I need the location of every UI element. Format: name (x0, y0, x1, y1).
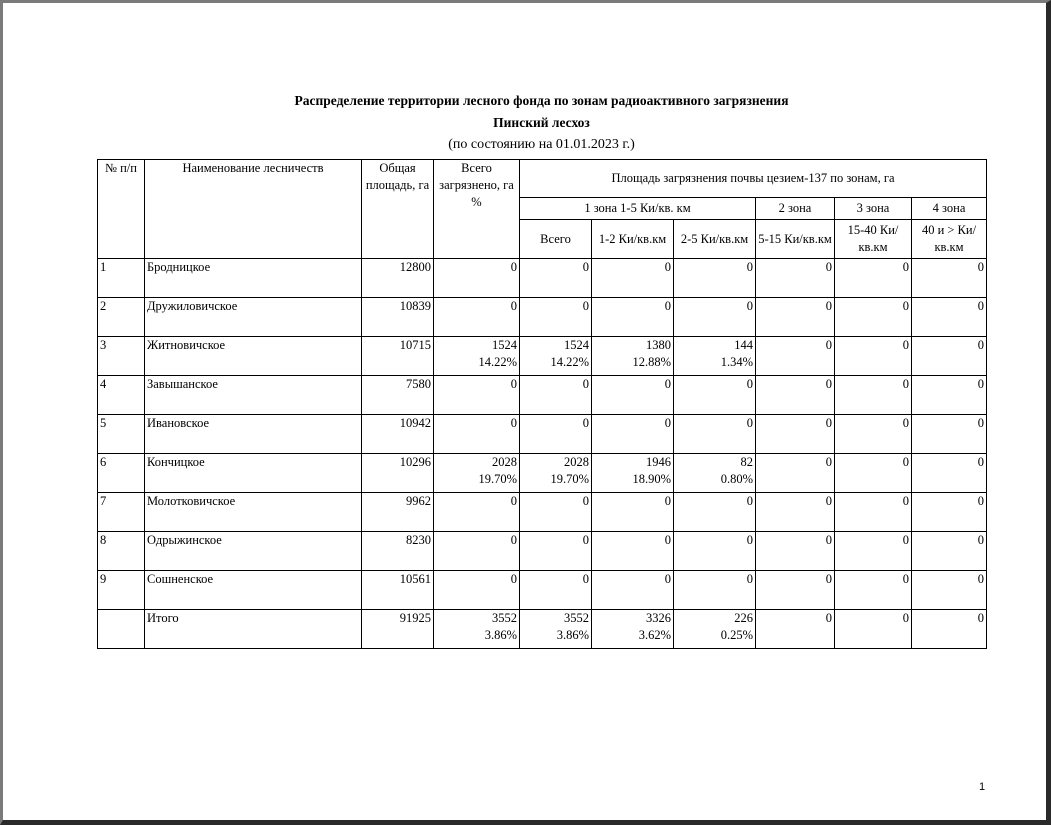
range-15-40-value: 0 (835, 337, 912, 376)
row-num: 1 (98, 259, 145, 298)
contamination-table (97, 159, 987, 649)
contaminated-cell (434, 298, 520, 337)
header-name: Наименование лесничеств (145, 160, 362, 259)
range-2-5-cell (674, 571, 756, 610)
range-40-plus-value: 0 (912, 610, 987, 649)
range-1-2-cell (592, 259, 674, 298)
range-15-40-value: 0 (835, 493, 912, 532)
contaminated-value: 0 (510, 494, 517, 508)
header-num: № п/п (98, 160, 145, 259)
contaminated-value: 3552 (492, 611, 517, 625)
range-15-40-value: 0 (835, 571, 912, 610)
range-2-5-cell (674, 415, 756, 454)
range-2-5-value: 144 (734, 338, 753, 352)
range-40-plus-value: 0 (912, 415, 987, 454)
forestry-name: Бродницкое (145, 259, 362, 298)
contaminated-cell (434, 610, 520, 649)
range-15-40-value: 0 (835, 454, 912, 493)
row-num: 9 (98, 571, 145, 610)
zone1-total-value: 1524 (564, 338, 589, 352)
zone1-total-cell (520, 415, 592, 454)
range-40-plus-value: 0 (912, 376, 987, 415)
total-area: 9962 (362, 493, 434, 532)
table-row (98, 376, 987, 415)
range-1-2-cell (592, 298, 674, 337)
header-5-15: 5-15 Ки/кв.км (756, 220, 835, 259)
contaminated-value: 0 (510, 377, 517, 391)
header-15-40: 15-40 Ки/кв.км (835, 220, 912, 259)
range-2-5-cell (674, 532, 756, 571)
contaminated-value: 0 (510, 572, 517, 586)
contaminated-cell (434, 454, 520, 493)
zone1-total-value: 3552 (564, 611, 589, 625)
forestry-name: Кончицкое (145, 454, 362, 493)
zone1-total-cell (520, 298, 592, 337)
table-row (98, 415, 987, 454)
range-1-2-value: 1380 (646, 338, 671, 352)
range-15-40-value: 0 (835, 532, 912, 571)
zone1-total-cell (520, 454, 592, 493)
row-num: 5 (98, 415, 145, 454)
table-row (98, 571, 987, 610)
zone1-total-cell (520, 532, 592, 571)
range-15-40-value: 0 (835, 376, 912, 415)
header-zone3: 3 зона (835, 198, 912, 220)
table-row (98, 337, 987, 376)
contaminated-cell (434, 337, 520, 376)
range-1-2-percent: 3.62% (638, 628, 671, 642)
contaminated-value: 0 (510, 299, 517, 313)
range-2-5-value: 226 (734, 611, 753, 625)
contaminated-cell (434, 415, 520, 454)
contaminated-cell (434, 532, 520, 571)
zone1-total-cell (520, 337, 592, 376)
header-zone1-total: Всего (520, 220, 592, 259)
total-area: 91925 (362, 610, 434, 649)
forestry-name: Сошненское (145, 571, 362, 610)
range-2-5-cell (674, 259, 756, 298)
total-area: 10715 (362, 337, 434, 376)
range-15-40-value: 0 (835, 298, 912, 337)
title-block (97, 90, 986, 156)
contaminated-value: 1524 (492, 338, 517, 352)
range-40-plus-value: 0 (912, 532, 987, 571)
table-row (98, 454, 987, 493)
zone1-total-value: 0 (582, 533, 589, 547)
range-2-5-value: 0 (746, 260, 753, 274)
range-2-5-percent: 1.34% (720, 355, 753, 369)
zone1-total-value: 2028 (564, 455, 589, 469)
range-5-15-value: 0 (756, 298, 835, 337)
range-5-15-value: 0 (756, 493, 835, 532)
table-row (98, 259, 987, 298)
document-title: Распределение территории лесного фонда по зонам радиоактивного загрязнения (294, 93, 789, 108)
range-2-5-value: 0 (746, 494, 753, 508)
range-1-2-cell (592, 376, 674, 415)
range-1-2-value: 0 (664, 416, 671, 430)
header-zone1: 1 зона 1-5 Ки/кв. км (520, 198, 756, 220)
range-15-40-value: 0 (835, 259, 912, 298)
header-soil-area: Площадь загрязнения почвы цезием-137 по зонам, га (520, 160, 987, 198)
range-1-2-cell (592, 493, 674, 532)
range-2-5-value: 0 (746, 416, 753, 430)
table-row (98, 532, 987, 571)
table-row (98, 298, 987, 337)
range-40-plus-value: 0 (912, 493, 987, 532)
date-note: (по состоянию на 01.01.2023 г.) (448, 137, 635, 152)
contaminated-percent: 3.86% (484, 628, 517, 642)
total-area: 7580 (362, 376, 434, 415)
header-2-5: 2-5 Ки/кв.км (674, 220, 756, 259)
header-40-plus: 40 и > Ки/кв.км (912, 220, 987, 259)
range-2-5-percent: 0.25% (720, 628, 753, 642)
range-1-2-cell (592, 454, 674, 493)
zone1-total-cell (520, 493, 592, 532)
range-1-2-value: 0 (664, 260, 671, 274)
range-2-5-value: 82 (740, 455, 753, 469)
range-1-2-value: 0 (664, 533, 671, 547)
zone1-total-value: 0 (582, 572, 589, 586)
range-15-40-value: 0 (835, 610, 912, 649)
range-15-40-value: 0 (835, 415, 912, 454)
header-total-area: Общая площадь, га (362, 160, 434, 259)
header-zone4: 4 зона (912, 198, 987, 220)
table-row (98, 493, 987, 532)
range-1-2-cell (592, 337, 674, 376)
zone1-total-cell (520, 259, 592, 298)
range-2-5-value: 0 (746, 572, 753, 586)
organization-name: Пинский лесхоз (493, 115, 590, 130)
range-1-2-value: 0 (664, 572, 671, 586)
zone1-total-value: 0 (582, 377, 589, 391)
zone1-total-percent: 19.70% (550, 472, 589, 486)
zone1-total-percent: 14.22% (550, 355, 589, 369)
range-5-15-value: 0 (756, 571, 835, 610)
row-num: 8 (98, 532, 145, 571)
range-2-5-cell (674, 298, 756, 337)
total-area: 10839 (362, 298, 434, 337)
range-5-15-value: 0 (756, 259, 835, 298)
total-area: 10296 (362, 454, 434, 493)
forestry-name: Дружиловичское (145, 298, 362, 337)
zone1-total-cell (520, 571, 592, 610)
range-5-15-value: 0 (756, 337, 835, 376)
range-2-5-cell (674, 337, 756, 376)
range-1-2-percent: 18.90% (632, 472, 671, 486)
row-num: 2 (98, 298, 145, 337)
contaminated-cell (434, 259, 520, 298)
contaminated-cell (434, 571, 520, 610)
page-number: 1 (978, 781, 986, 793)
contaminated-cell (434, 493, 520, 532)
zone1-total-value: 0 (582, 299, 589, 313)
header-contaminated: Всего загрязнено, га % (434, 160, 520, 259)
range-1-2-value: 1946 (646, 455, 671, 469)
range-5-15-value: 0 (756, 454, 835, 493)
zone1-total-value: 0 (582, 416, 589, 430)
header-1-2: 1-2 Ки/кв.км (592, 220, 674, 259)
contaminated-value: 0 (510, 416, 517, 430)
total-area: 12800 (362, 259, 434, 298)
range-1-2-cell (592, 415, 674, 454)
range-5-15-value: 0 (756, 376, 835, 415)
contaminated-value: 0 (510, 533, 517, 547)
zone1-total-percent: 3.86% (556, 628, 589, 642)
row-num: 7 (98, 493, 145, 532)
range-2-5-cell (674, 454, 756, 493)
forestry-name: Завышанское (145, 376, 362, 415)
range-5-15-value: 0 (756, 415, 835, 454)
row-num (98, 610, 145, 649)
forestry-name: Житновичское (145, 337, 362, 376)
zone1-total-value: 0 (582, 260, 589, 274)
range-2-5-percent: 0.80% (720, 472, 753, 486)
range-1-2-value: 0 (664, 377, 671, 391)
range-1-2-cell (592, 571, 674, 610)
range-1-2-value: 0 (664, 299, 671, 313)
range-2-5-cell (674, 493, 756, 532)
range-40-plus-value: 0 (912, 571, 987, 610)
range-2-5-value: 0 (746, 299, 753, 313)
forestry-name: Молотковичское (145, 493, 362, 532)
zone1-total-cell (520, 376, 592, 415)
range-5-15-value: 0 (756, 610, 835, 649)
range-2-5-value: 0 (746, 533, 753, 547)
range-40-plus-value: 0 (912, 454, 987, 493)
contaminated-percent: 19.70% (478, 472, 517, 486)
zone1-total-cell (520, 610, 592, 649)
range-1-2-percent: 12.88% (632, 355, 671, 369)
range-1-2-cell (592, 532, 674, 571)
forestry-name: Одрыжинское (145, 532, 362, 571)
forestry-name: Ивановское (145, 415, 362, 454)
table-row-total (98, 610, 987, 649)
header-zone2: 2 зона (756, 198, 835, 220)
total-area: 10942 (362, 415, 434, 454)
total-area: 8230 (362, 532, 434, 571)
range-1-2-value: 0 (664, 494, 671, 508)
contaminated-value: 2028 (492, 455, 517, 469)
row-num: 3 (98, 337, 145, 376)
range-5-15-value: 0 (756, 532, 835, 571)
total-area: 10561 (362, 571, 434, 610)
contaminated-cell (434, 376, 520, 415)
range-2-5-cell (674, 610, 756, 649)
range-40-plus-value: 0 (912, 298, 987, 337)
contaminated-percent: 14.22% (478, 355, 517, 369)
range-2-5-cell (674, 376, 756, 415)
row-num: 6 (98, 454, 145, 493)
range-40-plus-value: 0 (912, 337, 987, 376)
range-1-2-cell (592, 610, 674, 649)
range-40-plus-value: 0 (912, 259, 987, 298)
row-num: 4 (98, 376, 145, 415)
forestry-name: Итого (145, 610, 362, 649)
range-1-2-value: 3326 (646, 611, 671, 625)
range-2-5-value: 0 (746, 377, 753, 391)
contaminated-value: 0 (510, 260, 517, 274)
zone1-total-value: 0 (582, 494, 589, 508)
